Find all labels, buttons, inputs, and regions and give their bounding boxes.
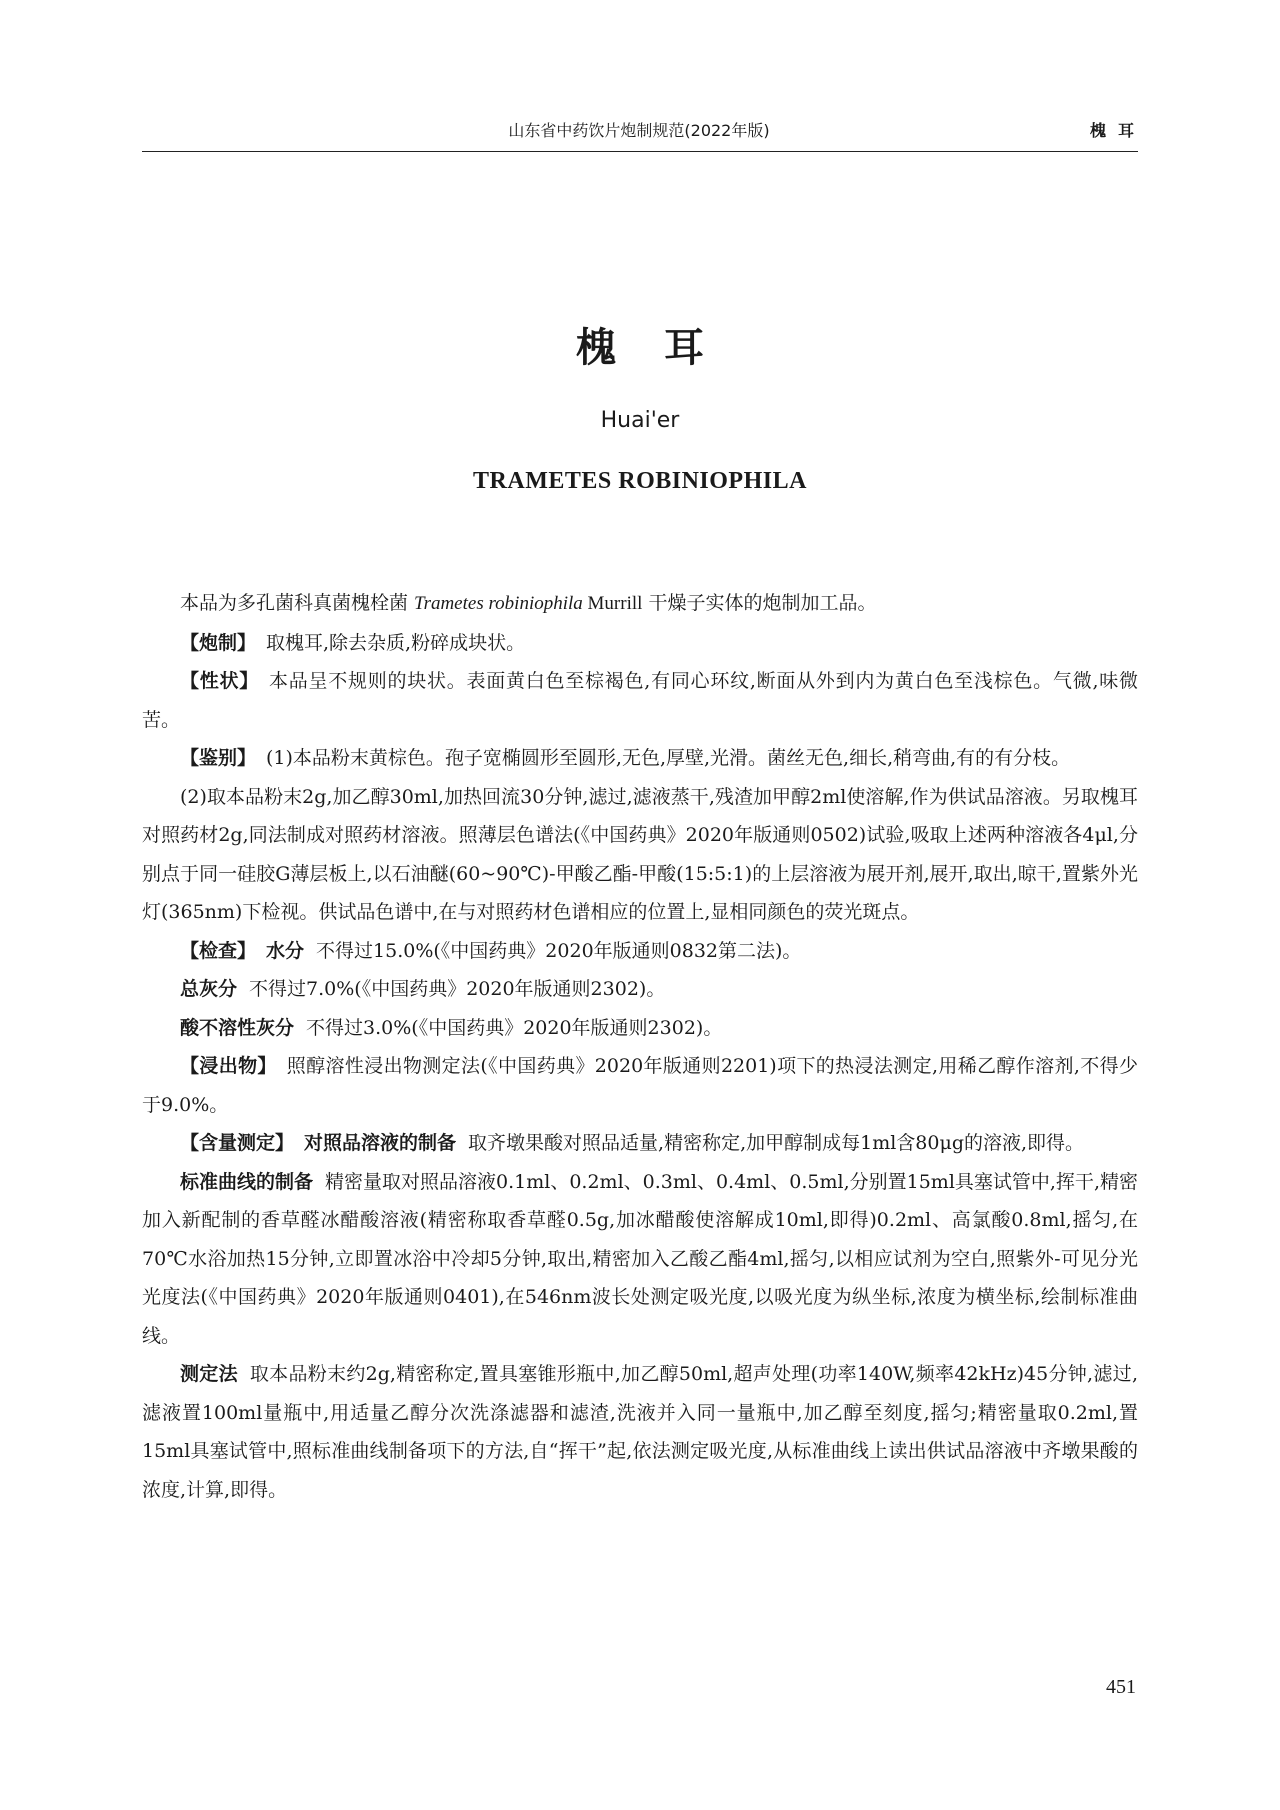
header-entry-name: 槐耳 bbox=[1089, 121, 1146, 140]
reference-solution-label: 对照品溶液的制备 bbox=[304, 1132, 457, 1154]
identification-text-2: (2)取本品粉末2g,加乙醇30ml,加热回流30分钟,滤过,滤液蒸干,残渣加甲醇2ml使溶解,作为供试品溶液。另取槐耳对照药材2g,同法制成对照药材溶液。照薄层色谱法(《中国药典》2020年版通则0502)试验,吸取上述两种溶液各4μl,分别点于同一硅胶G薄层板上,以石油醚(60~90℃)-甲酸乙酯-甲酸(15:5:1)的上层溶液为展开剂,展开,取出,晾干,置紫外光灯(365nm)下检视。供试品色谱中,在与对照药材色谱相应的位置上,显相同颜色的荧光斑点。 bbox=[142, 785, 1138, 923]
description-heading: 【性状】 bbox=[180, 670, 260, 692]
total-ash-paragraph bbox=[142, 970, 1138, 1009]
assay-heading: 【含量测定】 bbox=[180, 1132, 295, 1154]
acid-ash-paragraph bbox=[142, 1009, 1138, 1048]
processing-text: 取槐耳,除去杂质,粉碎成块状。 bbox=[266, 631, 526, 654]
total-ash-text: 不得过7.0%(《中国药典》2020年版通则2302)。 bbox=[249, 978, 666, 1000]
description-text: 本品呈不规则的块状。表面黄白色至棕褐色,有同心环纹,断面从外到内为黄白色至浅棕色。气微,味微苦。 bbox=[142, 670, 1138, 731]
species-author: Murrill bbox=[582, 593, 643, 614]
reference-solution-text: 取齐墩果酸对照品适量,精密称定,加甲醇制成每1ml含80μg的溶液,即得。 bbox=[468, 1132, 1085, 1154]
identification-heading: 【鉴别】 bbox=[180, 747, 257, 769]
assay-paragraph bbox=[142, 1124, 1138, 1163]
standard-curve-label: 标准曲线的制备 bbox=[180, 1170, 314, 1193]
extractives-text: 照醇溶性浸出物测定法(《中国药典》2020年版通则2201)项下的热浸法测定,用稀乙醇作溶剂,不得少于9.0%。 bbox=[142, 1055, 1138, 1116]
extractives-heading: 【浸出物】 bbox=[180, 1055, 277, 1077]
assay-method-paragraph bbox=[142, 1355, 1138, 1509]
total-ash-label: 总灰分 bbox=[180, 978, 238, 1000]
latin-title: TRAMETES ROBINIOPHILA bbox=[473, 468, 807, 494]
extractives-paragraph bbox=[142, 1047, 1138, 1124]
standard-curve-text: 精密量取对照品溶液0.1ml、0.2ml、0.3ml、0.4ml、0.5ml,分别置15ml具塞试管中,挥干,精密加入新配制的香草醛冰醋酸溶液(精密称取香草醛0.5g,加冰醋酸使溶解成10ml,即得)0.2ml、高氯酸0.8ml,摇匀,在70℃水浴加热15分钟,立即置冰浴中冷却5分钟,取出,精密加入乙酸乙酯4ml,摇匀,以相应试剂为空白,照紫外-可见分光光度法(《中国药典》2020年版通则0401),在546nm波长处测定吸光度,以吸光度为纵坐标,浓度为横坐标,绘制标准曲线。 bbox=[142, 1170, 1138, 1347]
monograph-body bbox=[142, 584, 1138, 1509]
moisture-text: 不得过15.0%(《中国药典》2020年版通则0832第二法)。 bbox=[316, 939, 802, 962]
acid-ash-label: 酸不溶性灰分 bbox=[180, 1016, 295, 1039]
page-title: 槐耳 bbox=[576, 325, 752, 371]
header-rule bbox=[142, 151, 1138, 152]
processing-heading: 【炮制】 bbox=[180, 631, 257, 654]
identification-paragraph-2 bbox=[142, 778, 1138, 932]
assay-method-label: 测定法 bbox=[180, 1363, 238, 1385]
standard-curve-paragraph bbox=[142, 1163, 1138, 1356]
species-name: Trametes robiniophila bbox=[414, 593, 583, 614]
acid-ash-text: 不得过3.0%(《中国药典》2020年版通则2302)。 bbox=[306, 1016, 723, 1039]
processing-paragraph bbox=[142, 624, 1138, 663]
intro-paragraph: 本品为多孔菌科真菌槐栓菌 Trametes robiniophila Murrill 干燥子实体的炮制加工品。 bbox=[180, 592, 877, 614]
pinyin-title: Huai'er bbox=[600, 408, 680, 433]
page-number: 451 bbox=[1106, 1676, 1136, 1698]
identification-paragraph-1 bbox=[142, 739, 1138, 778]
identification-text-1: (1)本品粉末黄棕色。孢子宽椭圆形至圆形,无色,厚壁,光滑。菌丝无色,细长,稍弯曲,有的有分枝。 bbox=[266, 747, 1071, 769]
assay-method-text: 取本品粉末约2g,精密称定,置具塞锥形瓶中,加乙醇50ml,超声处理(功率140W,频率42kHz)45分钟,滤过,滤液置100ml量瓶中,用适量乙醇分次洗涤滤器和滤渣,洗液并入同一量瓶中,加乙醇至刻度,摇匀;精密量取0.2ml,置15ml具塞试管中,照标准曲线制备项下的方法,自“挥干”起,依法测定吸光度,从标准曲线上读出供试品溶液中齐墩果酸的浓度,计算,即得。 bbox=[142, 1363, 1138, 1501]
inspection-heading: 【检查】 bbox=[180, 939, 257, 962]
description-paragraph bbox=[142, 662, 1138, 739]
inspection-paragraph bbox=[142, 932, 1138, 971]
header-book-title: 山东省中药饮片炮制规范(2022年版) bbox=[508, 121, 770, 140]
moisture-label: 水分 bbox=[266, 939, 305, 962]
running-header bbox=[142, 112, 1146, 144]
